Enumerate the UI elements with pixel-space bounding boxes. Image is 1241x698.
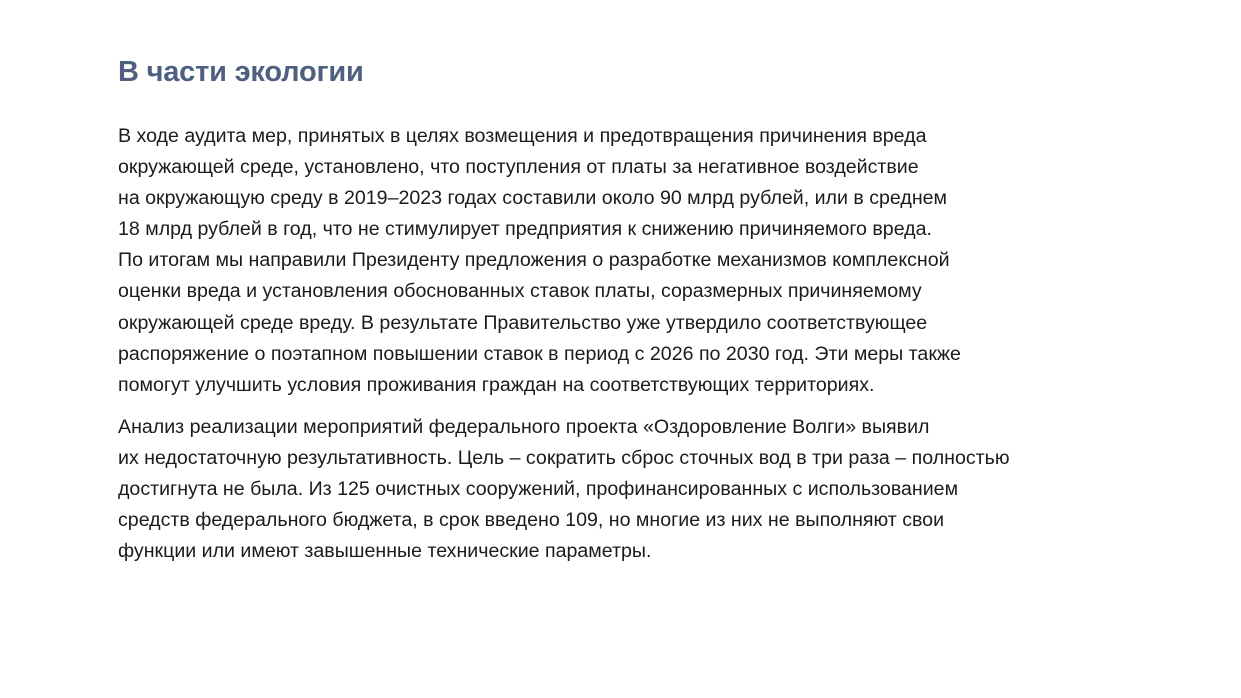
text-line: оценки вреда и установления обоснованных ставок платы, соразмерных причиняемому [118,280,922,303]
text-line: окружающей среде, установлено, что поступления от платы за негативное воздействие [118,156,919,179]
text-line: распоряжение о поэтапном повышении ставок в период с 2026 по 2030 год. Эти меры также [118,342,961,365]
document-page [118,52,1128,567]
text-line: функции или имеют завышенные технические параметры. [118,540,652,563]
paragraph-pollution-fees [118,121,1128,401]
text-line: окружающей среде вреду. В результате Правительство уже утвердило соответствующее [118,311,928,334]
section-title: В части экологии [118,56,364,88]
paragraph-volga-project [118,412,1128,567]
text-line: достигнута не была. Из 125 очистных сооружений, профинансированных с использованием [118,478,959,501]
text-line: В ходе аудита мер, принятых в целях возмещения и предотвращения причинения вреда [118,125,927,147]
text-line: Анализ реализации мероприятий федерального проекта «Оздоровление Волги» выявил [118,415,930,438]
text-line: 18 млрд рублей в год, что не стимулирует предприятия к снижению причиняемого вреда. [118,218,932,241]
text-line: их недостаточную результативность. Цель – сократить сброс сточных вод в три раза – полностью [118,446,1010,469]
text-line: средств федерального бюджета, в срок введено 109, но многие из них не выполняют свои [118,509,945,532]
text-line: По итогам мы направили Президенту предложения о разработке механизмов комплексной [118,249,950,272]
text-line: на окружающую среду в 2019–2023 годах составили около 90 млрд рублей, или в среднем [118,187,948,210]
text-line: помогут улучшить условия проживания граждан на соответствующих территориях. [118,373,875,396]
